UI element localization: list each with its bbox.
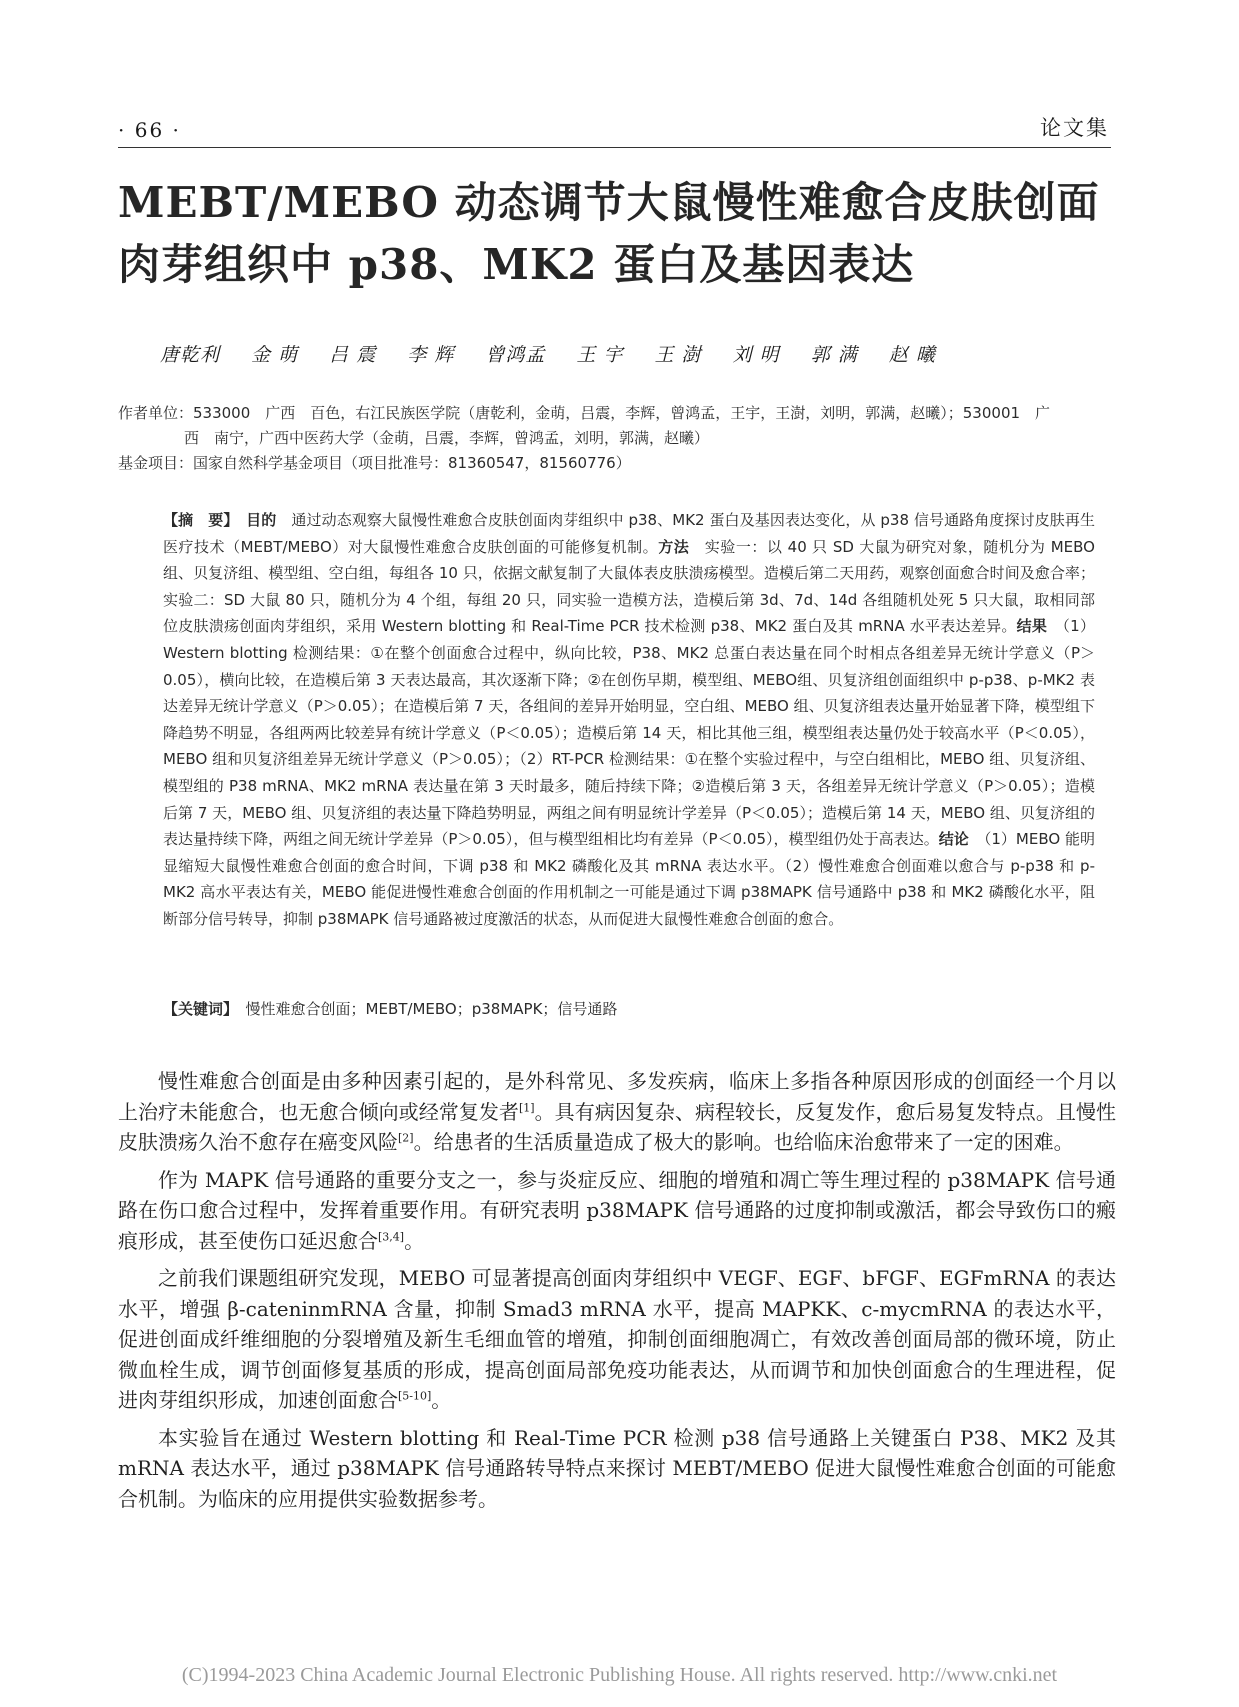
- header-rule: [118, 147, 1111, 148]
- citation: [5-10]: [398, 1389, 432, 1403]
- paper-title: MEBT/MEBO 动态调节大鼠慢性难愈合皮肤创面肉芽组织中 p38、MK2 蛋白及基因表达: [118, 178, 1100, 289]
- affiliation-line: 西 南宁，广西中医药大学（金萌，吕震，李辉，曾鸿孟，刘明，郭满，赵曦）: [184, 429, 710, 447]
- author: 赵 曦: [888, 344, 936, 366]
- author: 曾鸿孟: [485, 344, 546, 366]
- section-name: 论文集: [1040, 116, 1109, 140]
- citation: [2]: [398, 1131, 414, 1145]
- author: 吕 震: [329, 344, 377, 366]
- purpose-label: 目的: [246, 511, 277, 529]
- author: 金 萌: [251, 344, 299, 366]
- text: 作为 MAPK 信号通路的重要分支之一，参与炎症反应、细胞的增殖和凋亡等生理过程的 p38MAPK 信号通路在伤口愈合过程中，发挥着重要作用。有研究表明 p38MAPK 信号通路的过度抑制或激活，都会导致伤口的瘢痕形成，甚至使伤口延迟愈合: [118, 1167, 1116, 1253]
- author: 李 辉: [407, 344, 455, 366]
- paragraph: [118, 1066, 1116, 1158]
- author: 刘 明: [732, 344, 780, 366]
- citation: [3,4]: [378, 1229, 405, 1243]
- results-label: 结果: [1016, 617, 1048, 636]
- abstract-methods: 实验一：以 40 只 SD 大鼠为研究对象，随机分为 MEBO 组、贝复济组、模型组、空白组，每组各 10 只，依据文献复制了大鼠体表皮肤溃疡模型。造模后第二天用药，观察创面愈合时间及愈合率；实验二：SD 大鼠 80 只，随机分为 4 个组，每组 20 只，同实验一造模方法，造模后第 3d、7d、14d 各组随机处死 5 只大鼠，取相同部位皮肤溃疡创面肉芽组织，采用 Western blotting 和 Real-Time PCR 技术检测 p38、MK2 蛋白及其 mRNA 水平表达差异。: [163, 537, 1095, 636]
- funding: 基金项目：国家自然科学基金项目（项目批准号：81360547，81560776）: [118, 454, 631, 472]
- abstract-results: （1）Western blotting 检测结果：①在整个创面愈合过程中，纵向比较，P38、MK2 总蛋白表达量在同个时相点各组差异无统计学意义（P＞0.05），横向比较，在造模后第 3 天表达最高，其次逐渐下降；②在创伤早期，模型组、MEBO组、贝复济组创面组织中 p-p38、p-MK2 表达差异无统计学意义（P＞0.05）；在造模后第 7 天，各组间的差异开始明显，空白组、MEBO 组、贝复济组表达量开始显著下降，模型组下降趋势不明显，各组两两比较差异有统计学意义（P＜0.05）；造模后第 14 天，相比其他三组，模型组表达量仍处于较高水平（P＜0.05），MEBO 组和贝复济组差异无统计学意义（P＞0.05）；（2）RT-PCR 检测结果：①在整个实验过程中，与空白组相比，MEBO 组、贝复济组、模型组的 P38 mRNA、MK2 mRNA 表达量在第 3 天时最多，随后持续下降；②造模后第 3 天，各组差异无统计学意义（P＞0.05）；造模后第 7 天，MEBO 组、贝复济组的表达量下降趋势明显，两组之间有明显统计学差异（P＜0.05）；造模后第 14 天，MEBO 组、贝复济组的表达量持续下降，两组之间无统计学差异（P＞0.05），但与模型组相比均有差异（P＜0.05），模型组仍处于高表达。: [163, 617, 1095, 849]
- author: 唐乾利: [160, 344, 221, 366]
- keywords: [163, 998, 1095, 1019]
- page-number: · 66 ·: [118, 118, 181, 142]
- paragraph: [118, 1263, 1116, 1416]
- author: 王 澍: [654, 344, 702, 366]
- abstract-label: 【摘 要】: [163, 511, 231, 529]
- text: 之前我们课题组研究发现，MEBO 可显著提高创面肉芽组织中 VEGF、EGF、bFGF、EGFmRNA 的表达水平，增强 β-cateninmRNA 含量，抑制 Smad3 mRNA 水平，提高 MAPKK、c-mycmRNA 的表达水平，促进创面成纤维细胞的分裂增殖及新生毛细血管的增殖，抑制创面细胞凋亡，有效改善创面局部的微环境，防止微血栓生成，调节创面修复基质的形成，提高创面局部免疫功能表达，从而调节和加快创面愈合的生理进程，促进肉芽组织形成，加速创面愈合: [118, 1266, 1116, 1412]
- abstract: [163, 507, 1095, 933]
- text: 。: [404, 1228, 425, 1253]
- text: 。具有病因复杂、病程较长，反复发作，愈后易复发特点。且慢性皮肤溃疡久治不愈存在癌变风险: [118, 1099, 1117, 1154]
- abstract-conclusion: （1）MEBO 能明显缩短大鼠慢性难愈合创面的愈合时间，下调 p38 和 MK2 磷酸化及其 mRNA 表达水平。（2）慢性难愈合创面难以愈合与 p-p38 和 p-MK2 高水平表达有关，MEBO 能促进慢性难愈合创面的作用机制之一可能是通过下调 p38MAPK 信号通路中 p38 和 MK2 磷酸化水平，阻断部分信号转导，抑制 p38MAPK 信号通路被过度激活的状态，从而促进大鼠慢性难愈合创面的愈合。: [163, 830, 1095, 928]
- author-list: [160, 340, 960, 367]
- abstract-purpose: 通过动态观察大鼠慢性难愈合皮肤创面肉芽组织中 p38、MK2 蛋白及基因表达变化，从 p38 信号通路角度探讨皮肤再生医疗技术（MEBT/MEBO）对大鼠慢性难愈合皮肤创面的可能修复机制。: [163, 511, 1095, 556]
- affiliation-line: 作者单位：533000 广西 百色，右江民族医学院（唐乾利，金萌，吕震，李辉，曾鸿孟，王宇，王澍，刘明，郭满，赵曦）；530001 广: [118, 404, 1051, 422]
- body-text: [118, 1066, 1116, 1521]
- text: 本实验旨在通过 Western blotting 和 Real-Time PCR 检测 p38 信号通路上关键蛋白 P38、MK2 及其mRNA 表达水平，通过 p38MAPK 信号通路转导特点来探讨 MEBT/MEBO 促进大鼠慢性难愈合创面的可能愈合机制。为临床的应用提供实验数据参考。: [118, 1425, 1116, 1511]
- copyright-footer: (C)1994-2023 China Academic Journal Electronic Publishing House. All rights reserved. http://www.cnki.net: [181, 1664, 1058, 1686]
- conclusion-label: 结论: [938, 830, 969, 849]
- keywords-text: 慢性难愈合创面；MEBT/MEBO；p38MAPK；信号通路: [245, 1000, 618, 1018]
- citation: [1]: [518, 1100, 535, 1114]
- paragraph: [118, 1165, 1116, 1257]
- text: 慢性难愈合创面是由多种因素引起的，是外科常见、多发疾病，临床上多指各种原因形成的创面经一个月以上治疗未能愈合，也无愈合倾向或经常复发者: [118, 1069, 1116, 1124]
- methods-label: 方法: [658, 537, 690, 556]
- paragraph: [118, 1423, 1116, 1515]
- keywords-label: 【关键词】: [163, 1000, 231, 1018]
- text: 。给患者的生活质量造成了极大的影响。也给临床治愈带来了一定的困难。: [413, 1130, 1074, 1154]
- text: 。: [431, 1388, 452, 1412]
- author: 郭 满: [810, 344, 858, 366]
- affiliations: [118, 401, 1120, 451]
- author: 王 宇: [576, 344, 624, 366]
